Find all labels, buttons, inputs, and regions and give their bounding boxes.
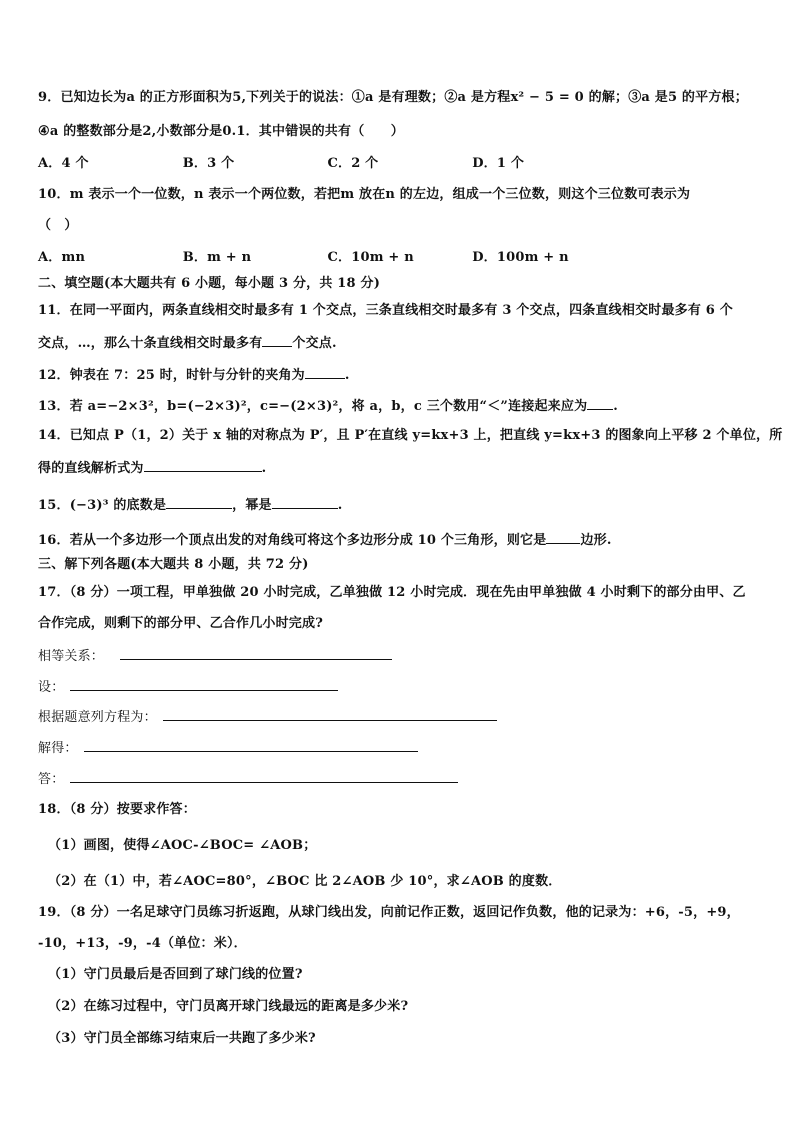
q12-line: [38, 365, 758, 385]
q11-answer-blank[interactable]: [262, 333, 292, 347]
q9-option-a: A．4 个: [38, 156, 89, 171]
q11-text-b: 个交点.: [292, 336, 337, 351]
q17-solve-field[interactable]: [84, 739, 418, 752]
q18-part1: （1）画图，使得∠AOC-∠BOC= ∠AOB；: [48, 838, 317, 853]
q19-line1: 19．（8 分）一名足球守门员练习折返跑，从球门线出发，向前记作正数，返回记作负数，他的记录为：+6，-5，+9，: [38, 905, 740, 920]
q17-let-label: 设：: [38, 680, 65, 695]
q16-text-a: 16．若从一个多边形一个顶点出发的对角线可将这个多边形分成 10 个三角形，则它是: [38, 533, 547, 548]
q19-line2: -10，+13，-9，-4（单位：米）．: [38, 936, 247, 951]
q17-equal-relation-label: 相等关系：: [38, 649, 105, 664]
q17-let-field[interactable]: [70, 678, 338, 691]
q17-line1: 17．（8 分）一项工程，甲单独做 20 小时完成，乙单独做 12 小时完成．现在先由甲单独做 4 小时剩下的部分由甲、乙: [38, 585, 746, 600]
q11-line1: 11．在同一平面内，两条直线相交时最多有 1 个交点，三条直线相交时最多有 3 个交点，四条直线相交时最多有 6 个: [38, 303, 733, 318]
q9-option-c: C．2 个: [327, 156, 379, 171]
q11-line2: [38, 333, 758, 353]
section-3-heading: 三、解下列各题(本大题共 8 小题，共 72 分): [38, 557, 309, 572]
q18-line1: 18．（8 分）按要求作答：: [38, 802, 196, 817]
q10-option-c: C．10m + n: [327, 250, 414, 265]
q17-equal-relation-row: [38, 647, 758, 666]
q17-let-row: [38, 678, 758, 697]
q13-text-b: .: [613, 399, 619, 414]
q15-text-b: ，幂是: [232, 498, 272, 513]
q9-line1: 9．已知边长为a 的正方形面积为5,下列关于的说法：①a 是有理数；②a 是方程x² − 5 = 0 的解；③a 是5 的平方根；: [38, 90, 748, 105]
q10-option-b: B．m + n: [182, 250, 252, 265]
q14-text-b: .: [261, 461, 267, 476]
q19-part2: （2）在练习过程中，守门员离开球门线最远的距离是多少米?: [48, 999, 409, 1014]
q15-power-blank[interactable]: [272, 495, 338, 509]
q12-answer-blank[interactable]: [305, 365, 345, 379]
q10-line2: （ ）: [38, 218, 78, 233]
q17-answer-label: 答：: [38, 772, 65, 787]
q12-text-a: 12．钟表在 7：25 时，时针与分针的夹角为: [38, 368, 305, 383]
q12-text-b: .: [344, 368, 350, 383]
q15-base-blank[interactable]: [166, 495, 232, 509]
q14-answer-blank[interactable]: [144, 458, 262, 472]
q15-line: [38, 495, 758, 515]
q9-line2: ④a 的整数部分是2,小数部分是0.1．其中错误的共有（ ）: [38, 124, 404, 139]
q17-equal-relation-field[interactable]: [120, 647, 392, 660]
q19-part1: （1）守门员最后是否回到了球门线的位置?: [48, 967, 303, 982]
q9-options: [38, 155, 758, 173]
q9-option-b: B．3 个: [182, 156, 235, 171]
q17-solve-label: 解得：: [38, 741, 78, 756]
q15-text-a: 15．(−3)³ 的底数是: [38, 498, 167, 513]
q9-option-d: D．1 个: [472, 156, 525, 171]
q17-equation-field[interactable]: [163, 708, 497, 721]
q10-options: [38, 249, 758, 267]
q10-line1: 10．m 表示一个一位数，n 表示一个两位数，若把m 放在n 的左边，组成一个三位数，则这个三位数可表示为: [38, 187, 691, 202]
q17-solve-row: [38, 739, 758, 758]
q18-part2: （2）在（1）中，若∠AOC=80°，∠BOC 比 2∠AOB 少 10°，求∠AOB 的度数．: [48, 874, 562, 889]
q17-answer-field[interactable]: [70, 770, 458, 783]
q14-text-a: 得的直线解析式为: [38, 461, 144, 476]
q17-line2: 合作完成，则剩下的部分甲、乙合作几小时完成?: [38, 616, 324, 631]
q19-part3: （3）守门员全部练习结束后一共跑了多少米?: [48, 1031, 316, 1046]
q10-option-a: A．mn: [38, 250, 86, 265]
q11-text-a: 交点，…，那么十条直线相交时最多有: [38, 336, 263, 351]
q14-line2: [38, 458, 758, 478]
q10-option-d: D．100m + n: [472, 250, 569, 265]
q13-line: [38, 396, 758, 416]
q17-answer-row: [38, 770, 758, 789]
section-2-heading: 二、填空题(本大题共有 6 小题，每小题 3 分，共 18 分): [38, 276, 381, 291]
q16-text-b: 边形.: [580, 533, 612, 548]
q16-answer-blank[interactable]: [546, 530, 580, 544]
q13-answer-blank[interactable]: [587, 396, 613, 410]
q14-line1: 14．已知点 P（1，2）关于 x 轴的对称点为 P′，且 P′在直线 y=kx+3 上，把直线 y=kx+3 的图象向上平移 2 个单位，所: [38, 428, 783, 443]
q17-equation-label: 根据题意列方程为：: [38, 710, 157, 725]
q17-equation-row: [38, 708, 758, 727]
q13-text-a: 13．若 a=−2×3²，b=(−2×3)²，c=−(2×3)²，将 a，b，c 三个数用“＜”连接起来应为: [38, 399, 588, 414]
q15-text-c: .: [337, 498, 343, 513]
q16-line: [38, 530, 758, 550]
